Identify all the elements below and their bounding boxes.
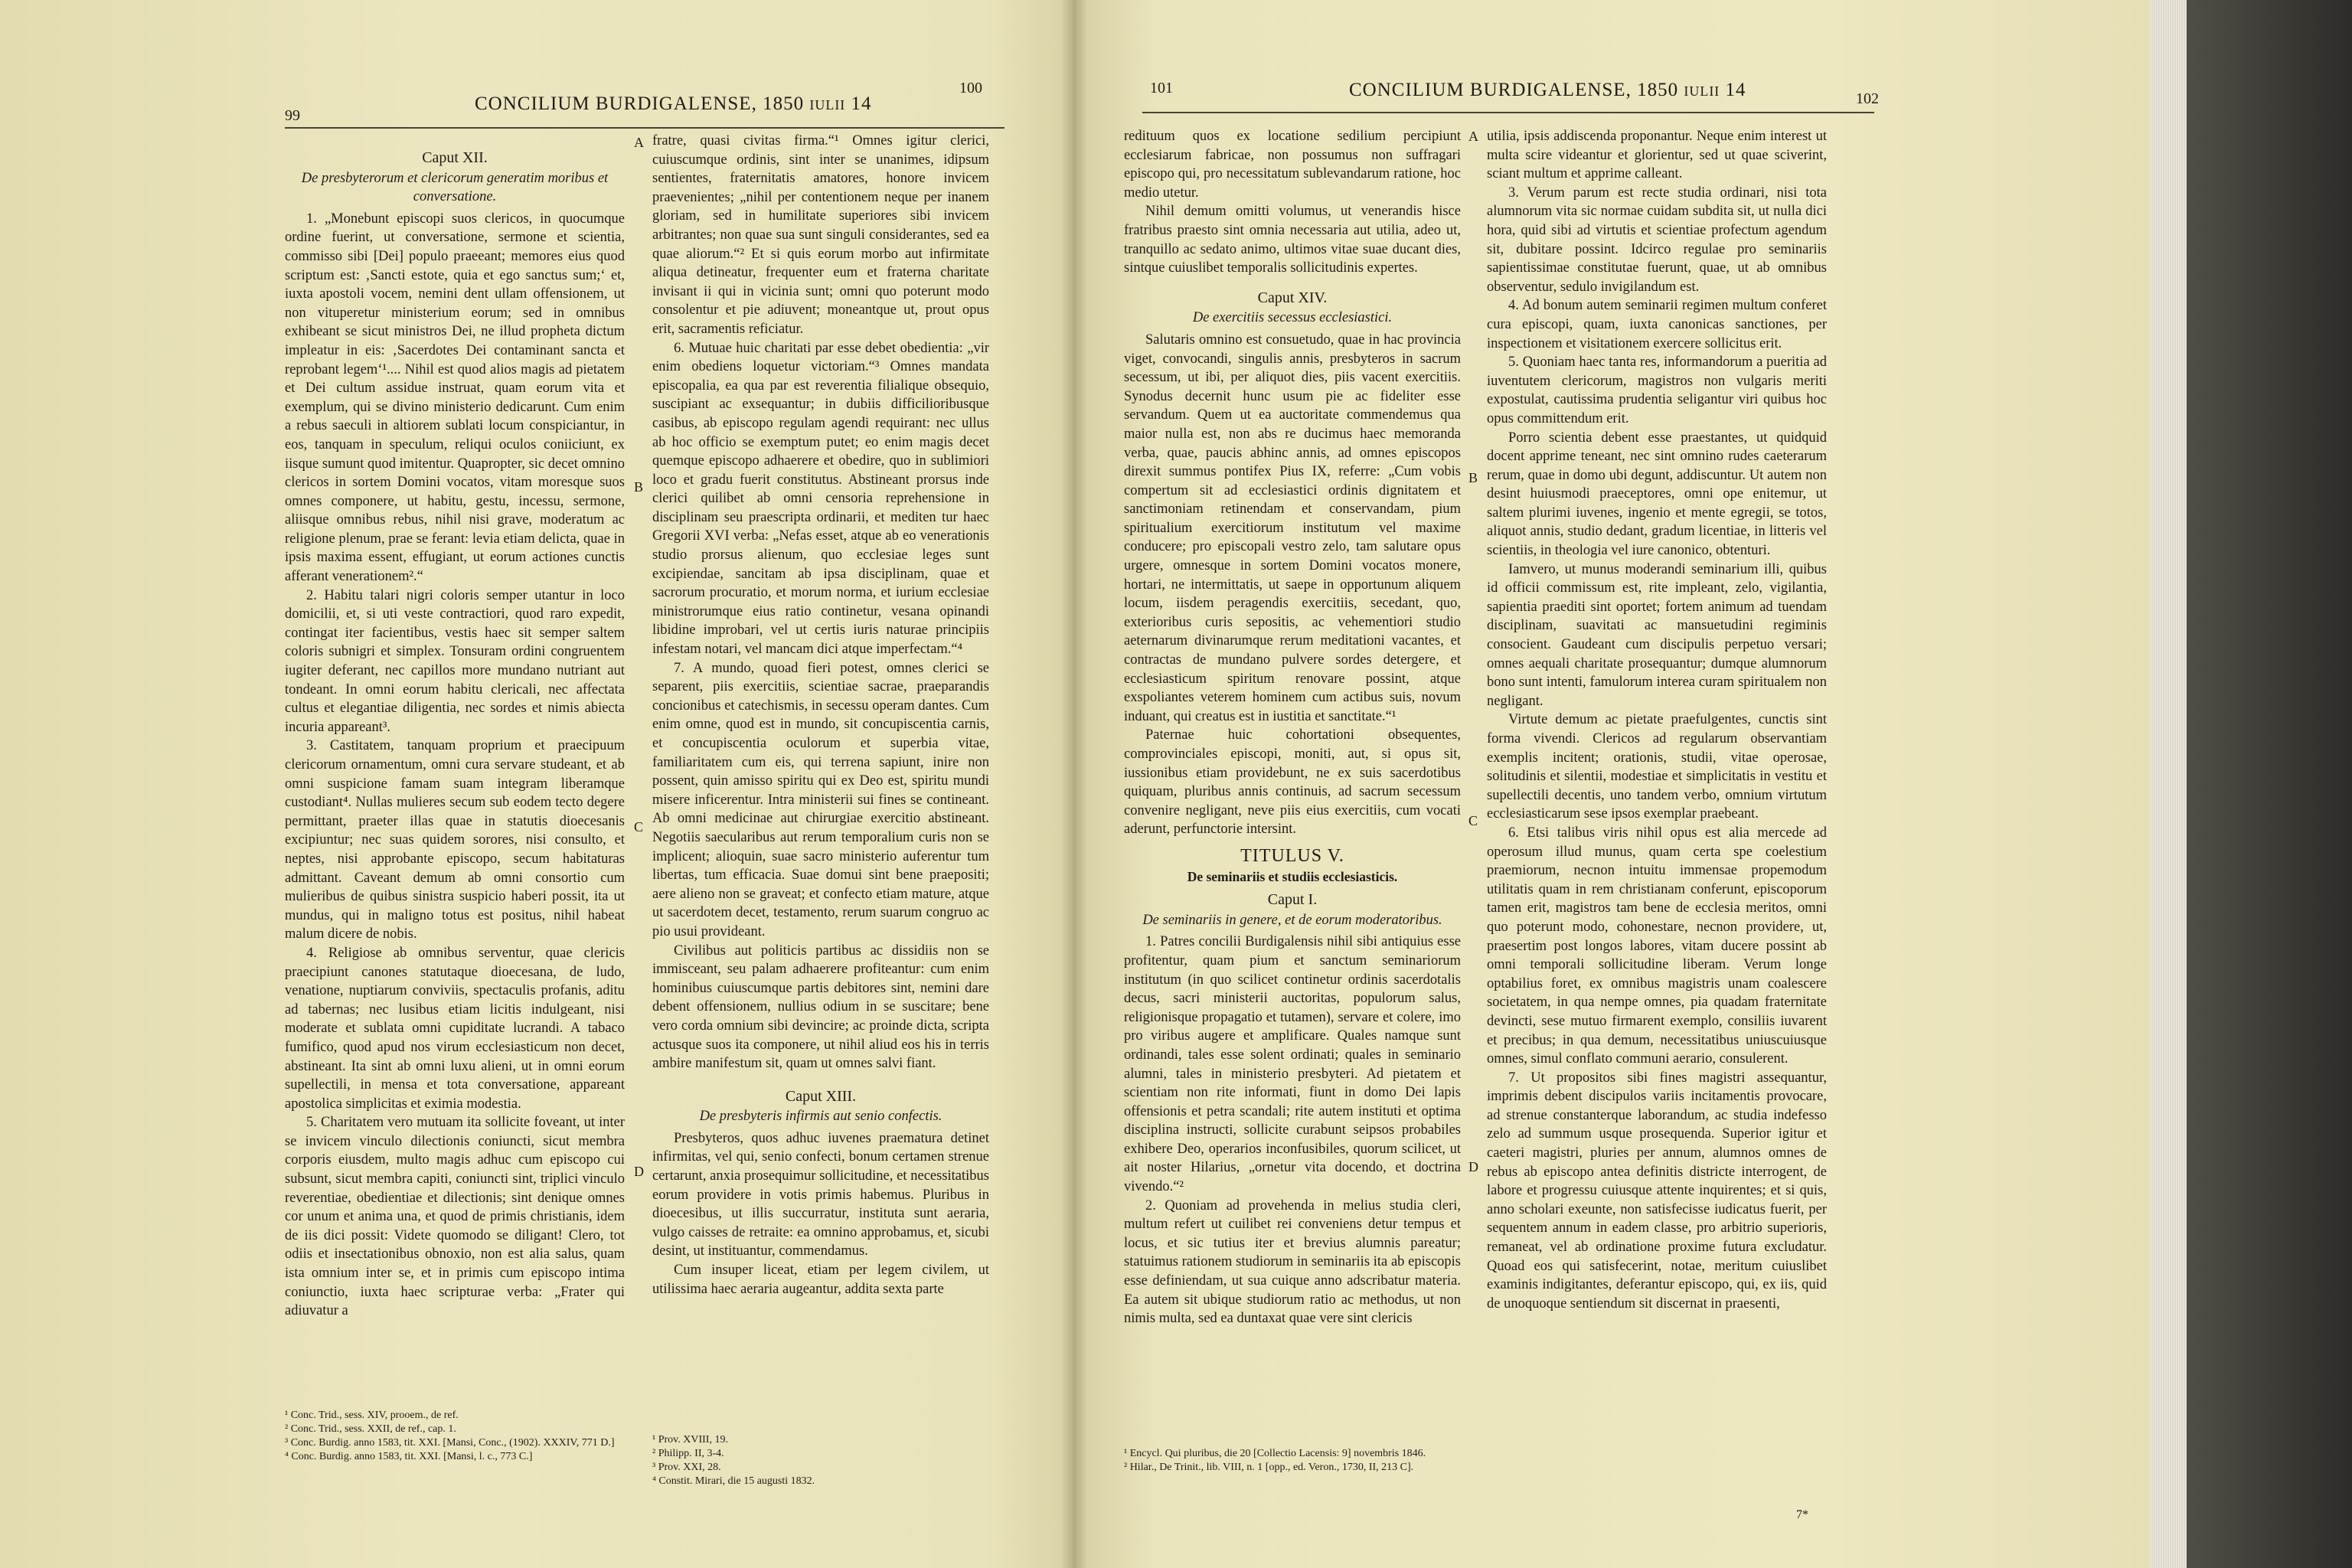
paragraph: Porro scientia debent esse praestantes, ut quidquid docent apprime teneant, nec sint omnino rudes caeterarum rerum, quae in domo ubi degunt, addiscuntur. Ut autem non desint huiusmodi praeceptores, omni ope enitemur, ut saltem plurimi iuvenes, ingenio et mente egregii, se totos, aliquot annis, studio dedant, gradum licentiae, in litteris vel scientiis, in theologia vel iure canonico, obtenturi. (1487, 430, 1827, 559)
paragraph: Presbyteros, quos adhuc iuvenes praematura detinet infirmitas, vel qui, senio confecti, bonum certamen strenue certarunt, anxia prosequimur sollicitudine, et necessitatibus eorum providere in votis primis habemus. Pluribus in dioecesibus, ut illis succurratur, instituta sunt aeraria, vulgo caisses de retraite: ea omnino approbamus, et, sicubi desint, ut instituantur, commendamus. (652, 1130, 989, 1259)
paragraph: fratre, quasi civitas firma.“¹ Omnes igitur clerici, cuiuscumque ordinis, sint inter se unanimes, idipsum sentientes, fraternitatis amatores, honore invicem praevenientes; „nihil per contentionem neque per inanem gloriam, sed in humilitate superiores sibi invicem arbitrantes; non quae sua sunt singuli considerantes, sed ea quae aliorum.“² Et si quis eorum morbo aut infirmitate aliqua detineatur, frequenter eum et fraterna charitate invisant ii qui in vicinia sunt; omni quo poterunt modo consolentur et pie adiuvent; moneantque ut, prout opus erit, sacramentis reficiatur. (652, 133, 989, 337)
running-head: CONCILIUM BURDIGALENSE, 1850 iulii 14 (1349, 80, 1746, 100)
paragraph: Salutaris omnino est consuetudo, quae in hac provincia viget, convocandi, singulis annis, presbyteros in sacrum secessum, ut ibi, per aliquot dies, piis vacent exercitiis. Synodus decernit hunc usum pie ac fideliter esse servandum. Quem ut ea auctoritate commendemus qua maior nulla est, non abs re ducimus haec memoranda verba, quae, paucis abhinc annis, ad omnes episcopos direxit summus pontifex Pius IX, referre: „Cum vobis compertum sit ad ecclesiastici ordinis dignitatem et sanctimoniam retinendam et conservandam, pium spiritualium exercitiorum institutum vel maxime conducere; pro episcopali vestro zelo, tam salutare opus urgere, omnesque in sortem Domini vocatos monere, hortari, ne intermittatis, ut saepe in opportunum aliquem locum, iisdem peragendis exercitiis, secedant, quo, exterioribus curis sepositis, ac vehementiori studio aeternarum divinarumque rerum meditationi vacantes, et contractas de mundano pulvere sordes detergere, et ecclesiasticum spiritum renovare possint, atque exspoliantes veterem hominem cum actibus suis, novum induant, qui creatus est in iustitia et sanctitate.“¹ (1124, 332, 1461, 724)
margin-letter: D (1468, 1159, 1478, 1174)
chapter-subheading: De presbyterorum et clericorum generatim moribus et conversatione. (301, 170, 609, 205)
chapter-heading: Caput XII. (422, 149, 488, 166)
paragraph: Nihil demum omitti volumus, ut venerandis hisce fratribus praesto sint omnia necessaria aut utilia, adeo ut, tranquillo ac sedato animo, ultimos vitae suae ducant dies, sintque cuiuslibet temporalis sollicitudinis expertes. (1124, 204, 1461, 276)
paragraph: redituum quos ex locatione sedilium percipiunt ecclesiarum fabricae, non possumus non suffragari episcopo qui, pro necessitatum sublevandarum ratione, hoc medio utetur. (1124, 129, 1461, 201)
footnote: ² Conc. Trid., sess. XXII, de ref., cap. 1. (285, 1423, 456, 1435)
page-number: 100 (959, 80, 982, 96)
header-rule (285, 127, 1004, 129)
paragraph: 5. Quoniam haec tanta res, informandorum a pueritia ad iuventutem clericorum, magistros non vulgaris meriti expostulat, cautissima prudentia seligantur viri quibus hoc opus committendum erit. (1487, 354, 1827, 426)
paragraph: Paternae huic cohortationi obsequentes, comprovinciales episcopi, moniti, aut, si opus sit, iussionibus etiam providebunt, ne ex suis sacerdotibus quiquam, pluribus annis continuis, ad sacrum secessum convenire negligant, neve piis eius exercitiis, cum vocati aderunt, perfunctorie intersint. (1124, 727, 1461, 838)
book-gutter (1061, 0, 1087, 1568)
text-column (652, 132, 989, 1298)
paragraph: Virtute demum ac pietate praefulgentes, cunctis sint forma vivendi. Clericos ad regularum observantiam exemplis incitent; orationis, studii, vitae operosae, solitudinis et silentii, modestiae et simplicitatis in vestitu et supellectili decentis, uno tandem verbo, omnium virtutum ecclesiasticarum sese ipsos exemplar praebeant. (1487, 712, 1827, 822)
left-page (0, 0, 1073, 1568)
paragraph: 1. Patres concilii Burdigalensis nihil sibi antiquius esse profitentur, quam pium et sanctum seminariorum institutum (in quo scilicet continetur ordinis sacerdotalis decus, sacri ministerii auctoritas, populorum salus, religionisque propagatio et tutamen), servare et colere, imo pro viribus augere et amplificare. Quales namque sunt ordinandi, tales esse solent ordinati; quales in seminario alumni, tales in ministerio presbyteri. Ad pietatem et scientiam non rite informati, fiunt in domo Dei lapis offensionis et petra scandali; rite autem instituti et optima disciplina instructi, sollicite curabunt seipsos probabiles exhibere Deo, operarios inconfusibiles, quorum scilicet, ut ait noster Hilarius, „ornetur vita docendo, et doctrina vivendo.“² (1124, 934, 1461, 1195)
paragraph: 7. Ut propositos sibi fines magistri assequantur, imprimis debent discipulos variis incitamentis provocare, ad strenue constanterque laborandum, ac studia indefesso zelo ad summum usque prosequenda. Superior igitur et caeteri magistri, pluries per annum, alumnos omnes de rebus ab episcopo antea definitis districte interrogent, de labore et progressu cuiusque attente inquirentes; et si quis, anno scholari exeunte, non satisfecisse iudicatus fuerit, per sequentem annum in eadem classe, pro arbitrio superioris, remaneat, vel ab ordinatione proxime futura excludatur. Quoad eos qui satisfecerint, notae, meritum cuiuslibet examinis indigitantes, deferantur episcopo, qui, ex iis, quid de unoquoque sentiendum sit discernat in praesenti, (1487, 1070, 1827, 1312)
margin-letter: C (1468, 813, 1478, 828)
paragraph: 3. Verum parum est recte studia ordinari, nisi tota alumnorum vita sic normae cuidam subdita sit, ut nulla dici hora, quid sibi ad virtutis et scientiae profectum agendum sit, dubitare possint. Idcirco regulae pro seminariis sapientissimae constitutae fuerunt, quae, ut ab omnibus observentur, sedulo invigilandum est. (1487, 185, 1827, 295)
header-rule (1142, 112, 1874, 113)
paragraph: 2. Quoniam ad provehenda in melius studia cleri, multum refert ut cuilibet rei conveniens detur tempus et locus, et sic tutius iter et brevius alumnis pareatur; statuimus rationem studiorum in seminariis ita ab episcopis esse definiendam, ut sua cuique anno adscribatur materia. Ea autem sit ubique studiorum ratio ac methodus, ut non nimis multa, sed ea duntaxat quae vere sint clericis (1124, 1197, 1461, 1327)
right-page (1073, 0, 2150, 1568)
title-subheading: De seminariis et studiis ecclesiasticis. (1187, 868, 1398, 884)
running-head: CONCILIUM BURDIGALENSE, 1850 iulii 14 (475, 93, 872, 114)
chapter-heading: Caput XIII. (785, 1087, 857, 1105)
margin-letter: B (1468, 470, 1478, 485)
paragraph: 6. Mutuae huic charitati par esse debet obedientia: „vir enim obediens loquetur victoriam.“³ Omnes mandata episcopalia, ea qua par est reverentia filialique obsequio, suscipiant ac exsequantur; in dubiis difficilioribusque casibus, ab episcopo regulam agendi requirant: nec ullus ab hoc officio se exemptum putet; eo enim magis decet quemque episcopo adhaerere et obedire, quo in sublimiori loco et gradu fuerit constitutus. Abstineant prorsus inde clerici quilibet ab omni censoria reprehensione in disciplinam seu praescripta ordinarii, et mediten tur haec Gregorii XVI verba: „Nefas esset, atque ab eo venerationis studio prorsus alienum, quo ecclesiae leges sunt excipiendae, sancitam ab ipsa disciplinam, quae et sacrorum procuratio, et morum norma, et iurium ecclesiae ministrorumque eius ratio continetur, vesana opinandi libidine improbari, vel ut certis iuris naturae principiis infestam notari, vel mancam dici atque imperfectam.“⁴ (652, 340, 989, 658)
chapter-subheading: De presbyteris infirmis aut senio confectis. (699, 1109, 942, 1125)
page-edges (2150, 0, 2187, 1568)
paragraph: Cum insuper liceat, etiam per legem civilem, ut utilissima haec aeraria augeantur, addita sexta parte (652, 1263, 989, 1297)
footnote: ² Philipp. II, 3-4. (652, 1448, 724, 1459)
chapter-heading: Caput XIV. (1257, 289, 1328, 306)
paragraph: 7. A mundo, quoad fieri potest, omnes clerici se separent, piis exercitiis, scientiae sacrae, praeparandis concionibus et catechismis, in secessu operam dantes. Cum enim omne, quod est in mundo, sit concupiscentia carnis, et concupiscentia oculorum et superbia vitae, familiaritatem cum eis, qui terrena sapiunt, inire non possent, quin amisso spiritu qui ex Deo est, spiritu mundi misere inficerentur. Intra ministerii sui fines se contineant. Ab omni medicinae aut chirurgiae exercitio abstineant. Negotiis saecularibus aut rerum temporalium curis non se implicent; alioquin, suae sacro ministerio auferentur tum libertas, tum efficacia. Suae domui sint bene praepositi; aere alieno non se graveat; et confecto etiam mature, atque ut sacerdotem decet, testamento, rerum suarum congruo ac pio usui provideant. (652, 660, 989, 939)
margin-letter: D (634, 1164, 644, 1179)
paragraph: 6. Etsi talibus viris nihil opus est alia mercede ad operosum illud munus, quam certa spe coelestium praemiorum, necnon intuitu immensae propemodum utilitatis quam in rem christianam conferunt, episcoporum tamen erit, magistros tam bene de ecclesia meritos, omni quo poterunt modo, cohonestare, necnon providere, ut, praesertim post longos labores, vitam ducere possint ab omni temporali sollicitudine liberam. Verum longe optabilius foret, ex omnibus magistris unam coalescere societatem, in qua nempe omnes, pia quadam fraternitate devincti, sese mutuo firmarent exemplo, consiliis iuvarent et precibus; in qua demum, necessitatibus uniuscuiusque omnes, simul conflato communi aerario, consulerent. (1487, 825, 1827, 1067)
footnote: ⁴ Constit. Mirari, die 15 augusti 1832. (652, 1475, 815, 1487)
paragraph: 2. Habitu talari nigri coloris semper utantur in loco domicilii, et, si uti veste contractiori, quod raro expedit, contingat iter facientibus, vestis haec sit semper saltem coloris subnigri et simplex. Tonsuram ordini congruentem iugiter deferant, nec capillos more mundano nutriant aut tondeant. In omni eorum habitu clericali, nec affectata cultus et elegantiae diligentia, nec sordes et nimis abiecta incuria appareant³. (285, 587, 625, 735)
paragraph: 4. Ad bonum autem seminarii regimen multum conferet cura episcopi, quam, iuxta canonicas sanctiones, per inspectionem et visitationem exercere sollicitus erit. (1487, 298, 1827, 351)
chapter-heading: Caput I. (1267, 891, 1318, 909)
paragraph: 3. Castitatem, tanquam proprium et praecipuum clericorum ornamentum, omni cura servare studeant, et ab omni suspicione famam suam integram liberamque custodiant⁴. Nullas mulieres secum sub eodem tecto degere permittant, praeter illas quae in statutis dioecesanis excipiuntur; nec suas quidem sorores, nisi consulto, et neptes, nisi approbante episcopo, secum habitaturas admittant. Caveant demum ab omni consortio cum mulieribus de quibus sinistra suspicio haberi possit, ita ut mundus, qui in maligno totus est positus, nihil habeat malum dicere de nobis. (285, 738, 625, 942)
page-number: 102 (1856, 90, 1879, 107)
paragraph: 1. „Monebunt episcopi suos clericos, in quocumque ordine fuerint, ut conversatione, sermone et scientia, commisso sibi [Dei] populo praeeant; memores eius quod scriptum est: ‚Sancti estote, quia et ego sanctus sum;‘ et, iuxta apostoli vocem, nemini dent ullam offensionem, ut non vituperetur ministerium eorum; sed in omnibus exhibeant se sicut ministros Dei, ne illud propheta dictum impleatur in eis: ‚Sacerdotes Dei contaminant sancta et reprobant legem‘¹.... Nihil est quod alios magis ad pietatem et Dei cultum assidue instruat, quam eorum vita et exemplum, qui se divino ministerio dedicarunt. Cum enim a rebus saeculi in altiorem sublati locum conspiciantur, in eos, tanquam in speculum, reliqui oculos coniiciunt, ex iisque sumunt quod imitentur. Quapropter, sic decet omnino clericos in sortem Domini vocatos, vitam moresque suos omnes componere, ut habitu, gestu, incessu, sermone, aliisque omnibus rebus, nihil nisi grave, moderatum ac religione plenum, prae se ferant: levia etiam delicta, quae in ipsis maxima essent, effugiant, ut eorum actiones cunctis afferant venerationem².“ (285, 211, 625, 585)
footnote: ¹ Conc. Trid., sess. XIV, prooem., de ref. (285, 1410, 459, 1421)
margin-letter: B (634, 479, 644, 495)
text-column (285, 144, 625, 1321)
margin-letter: A (634, 135, 644, 150)
background-surface (2187, 0, 2352, 1568)
paragraph: Iamvero, ut munus moderandi seminarium illi, quibus id officii commissum est, rite impleant, zelo, vigilantia, sapientia praediti sint oportet; fortem animum ad tuendam disciplinam, suavitati ac mansuetudini regiminis consocient. Gaudeant cum discipulis perpetuo versari; omnes aequali charitate prosequantur; dumque alumnorum bono sunt intenti, famulorum interea curam spiritualem non negligant. (1487, 561, 1827, 709)
footnote: ¹ Prov. XVIII, 19. (652, 1434, 728, 1446)
text-column (1124, 127, 1461, 1328)
page-number: 99 (285, 107, 300, 124)
footnotes (652, 1433, 989, 1488)
margin-letter: C (634, 819, 644, 835)
footnote: ³ Prov. XXI, 28. (652, 1462, 721, 1473)
footnotes (285, 1409, 622, 1464)
paragraph: Civilibus aut politicis partibus ac dissidiis non se immisceant, seu palam adhaerere profiteantur: cum enim hominibus cuiuscumque partis debitores sint, nemini dare debent offensionem, nullius odium in se suscitare; bene vero corda omnium sibi devincire; ac proinde dicta, scripta actusque suos ita componere, ut nihil aliud eos his in terris ambire manifestum sit, quam ut omnes salvi fiant. (652, 942, 989, 1072)
title-heading: TITULUS V. (1240, 845, 1344, 866)
paragraph: utilia, ipsis addiscenda proponantur. Neque enim interest ut multa scire videantur et glorientur, sed ut quae sciverint, sciant multum et apprime calleant. (1487, 129, 1827, 182)
footnote: ³ Conc. Burdig. anno 1583, tit. XXI. [Mansi, Conc., (1902). XXXIV, 771 D.] (285, 1437, 615, 1449)
paragraph: 5. Charitatem vero mutuam ita sollicite foveant, ut inter se invicem vinculo dilectionis coniuncti, sicut membra corporis eiusdem, multo magis adhuc cum episcopo cui subsunt, sicut membra capiti, coniuncti sint, triplici vinculo reverentiae, obedientiae et dilectionis; sint denique omnes cor unum et anima una, et quod de primis christianis, idem de iis dici possit: Videte quomodo se diligant! Clero, tot odiis et insectationibus obnoxio, non est alia salus, quam ista omnium inter se, et in primis cum episcopo intima coniunctio, iuxta haec scripturae verba: „Frater qui adiuvatur a (285, 1115, 625, 1319)
footnote: ¹ Encycl. Qui pluribus, die 20 [Collectio Lacensis: 9] novembris 1846. (1124, 1448, 1426, 1459)
text-column (1487, 127, 1827, 1313)
signature-mark: 7* (1796, 1508, 1808, 1521)
page-number: 101 (1150, 80, 1173, 96)
footnote: ⁴ Conc. Burdig. anno 1583, tit. XXI. [Mansi, l. c., 773 C.] (285, 1451, 533, 1462)
footnote: ² Hilar., De Trinit., lib. VIII, n. 1 [opp., ed. Veron., 1730, II, 213 C]. (1124, 1462, 1414, 1473)
footnotes (1124, 1447, 1461, 1475)
margin-letter: A (1468, 129, 1478, 144)
chapter-subheading: De seminariis in genere, et de eorum moderatoribus. (1142, 912, 1442, 928)
chapter-subheading: De exercitiis secessus ecclesiastici. (1192, 310, 1393, 326)
paragraph: 4. Religiose ab omnibus serventur, quae clericis praecipiunt canones statutaque dioecesana, de ludo, venatione, nuptiarum conviviis, spectaculis profanis, aditu ad tabernas; nec lusibus etiam licitis indulgeant, nisi moderate et sublata omni cupiditate lucrandi. A tabaco fumifico, quod apud nos virum ecclesiasticum non decet, abstineant. Ita sint ab omni luxu alieni, ut in omni eorum supellectili, in mensa et tota conversatione, appareant apostolica simplicitas et eximia modestia. (285, 945, 625, 1112)
